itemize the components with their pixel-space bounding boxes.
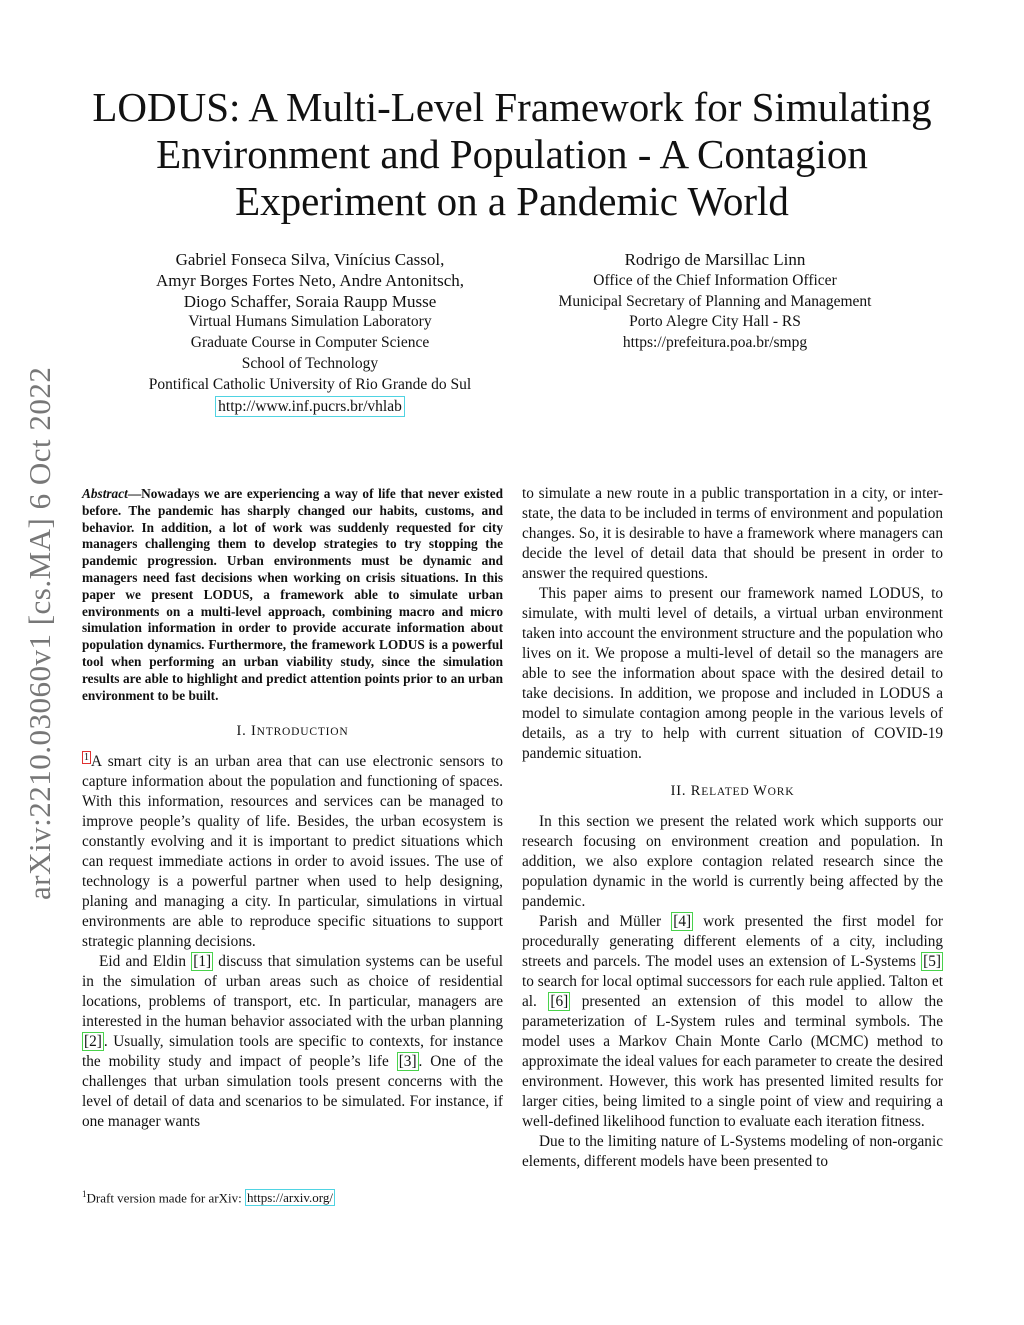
paragraph xyxy=(522,912,943,1132)
section-numeral: II. xyxy=(670,783,687,799)
affiliation-line: Municipal Secretary of Planning and Management xyxy=(558,292,872,310)
footnote-link[interactable]: https://arxiv.org/ xyxy=(246,1190,333,1206)
paragraph-text: Parish and Müller xyxy=(539,913,672,930)
right-column xyxy=(522,484,943,1172)
affiliation-line: Office of the Chief Information Officer xyxy=(593,271,837,289)
heading-rest: ELATED xyxy=(701,786,754,798)
paragraph-text: . One of the challenges that urban simulation tools present concerns with the level of detail of data and scenarios to be simulated. For instance, if one manager wants xyxy=(82,1053,503,1131)
author-name: Rodrigo de Marsillac Linn xyxy=(624,250,806,269)
paragraph: This paper aims to present our framework named LODUS, to simulate, with multi level of details, a virtual urban environment taken into account the environment structure and the population who lives on it. We propose a multi-level of detail so the managers are able to see the information about space with the desired detail to take decisions. In addition, we propose and included in LODUS a model to simulate contagion among people in the various levels of details, as a try to help with current situation of COVID-19 pandemic situation. xyxy=(522,585,943,762)
left-column xyxy=(82,486,503,1132)
citation-link[interactable]: [6] xyxy=(550,993,569,1010)
abstract-text: —Nowadays we are experiencing a way of life that never existed before. The pandemic has sharply changed our habits, customs, and behavior. In addition, a lot of work was suddenly requested for city managers challenging them to develop strategies to try stopping the pandemic progression. Urban environments must be dynamic and managers need fast decisions when working on crisis situations. In this paper we present LODUS, a framework able to simulate urban environments on a multi-level approach, combining macro and micro simulation information in order to provide accurate information about population dynamics. Furthermore, the framework LODUS is a powerful tool when performing an urban viability study, since the simulation results are able to highlight and predict attention points prior to an urban environment to be built. xyxy=(82,486,503,703)
author-block-left xyxy=(120,250,500,417)
paragraph-text: A smart city is an urban area that can use electronic sensors to capture information about the population and functioning of spaces. With this information, resources and services can be managed to improve people’s quality of life. Besides, the urban ecosystem is constantly evolving and it is important to predict situations which can request immediate actions in order to avoid issues. The use of technology is a powerful partner when used to help designing, planing and managing a city. In particular, simulations in virtual environments are able to reproduce specific situations to support strategic planning decisions. xyxy=(82,753,503,951)
title-line: Experiment on a Pandemic World xyxy=(235,178,789,224)
affiliation-url: https://prefeitura.poa.br/smpg xyxy=(622,334,808,352)
section-heading-introduction xyxy=(82,721,503,742)
author-names: Amyr Borges Fortes Neto, Andre Antonitsch, xyxy=(155,270,465,290)
footnote-number: 1 xyxy=(82,1189,87,1199)
heading-initial: I xyxy=(251,723,257,740)
paragraph-text: presented an extension of this model to allow the parameterization of L-System rules and terminal symbols. The model uses a Markov Chain Monte Carlo (MCMC) method to approximate the ideal values for each parameter to create the desired environment. However, this work has presented limited results for larger cities, being limited to a single point of view and requiring a well-defined likelihood function to evaluate each iteration fitness. xyxy=(522,993,943,1130)
author-names: Diogo Schaffer, Soraia Raupp Musse xyxy=(183,291,437,311)
paragraph: to simulate a new route in a public transportation in a city, or inter-state, the data to be included in terms of environment and population changes. So, it is desirable to have a framework where managers can decide the level of detail data that should be present in order to answer the required questions. xyxy=(522,485,943,582)
footnote-text: Draft version made for arXiv: xyxy=(86,1190,245,1206)
section-numeral: I. xyxy=(236,723,247,740)
paragraph: In this section we present the related work which supports our research focusing on environment creation and population. In addition, we also explore contagion related research since the population dynamic in the world is currently being affected by the pandemic. xyxy=(522,813,943,910)
paragraph: Due to the limiting nature of L-Systems modeling of non-organic elements, different models have been presented to xyxy=(522,1133,943,1170)
heading-rest: ORK xyxy=(767,786,795,798)
citation-link[interactable]: [2] xyxy=(84,1033,102,1051)
lab-url-link[interactable]: http://www.inf.pucrs.br/vhlab xyxy=(215,396,405,417)
paragraph-text: Eid and Eldin xyxy=(99,953,192,971)
author-names: Gabriel Fonseca Silva, Vinícius Cassol, xyxy=(175,250,445,269)
affiliation-line: Porto Alegre City Hall - RS xyxy=(629,313,801,331)
author-block-right xyxy=(530,250,900,354)
heading-rest: NTRODUCTION xyxy=(256,726,349,739)
affiliation-line: School of Technology xyxy=(241,354,379,372)
heading-initial: R xyxy=(690,783,702,799)
heading-initial: W xyxy=(753,783,768,799)
paragraph-text: . Usually, simulation tools are specific to contexts, for instance the mobility study and impact of people’s life xyxy=(82,1033,503,1071)
affiliation-line: Virtual Humans Simulation Laboratory xyxy=(188,313,432,331)
title-line: Environment and Population - A Contagion xyxy=(156,131,868,177)
affiliation-line: Graduate Course in Computer Science xyxy=(190,334,430,352)
title-line: LODUS: A Multi-Level Framework for Simulating xyxy=(92,84,932,130)
arxiv-stamp: arXiv:2210.03060v1 [cs.MA] 6 Oct 2022 xyxy=(22,366,57,900)
footnote xyxy=(82,1186,503,1206)
paragraph-text: discuss that simulation systems can be useful in the simulation of urban areas such as choice of residential locations, problems of transport, etc. In particular, managers are interested in the human behavior associated with the urban planning xyxy=(82,953,503,1031)
citation-link[interactable]: [4] xyxy=(673,913,692,930)
abstract xyxy=(82,486,503,704)
paper-title xyxy=(60,84,964,225)
footnote-marker-link[interactable]: 1 xyxy=(84,752,89,764)
citation-link[interactable]: [1] xyxy=(193,953,212,971)
abstract-label: Abstract xyxy=(82,486,128,501)
section-heading-related-work xyxy=(522,781,943,802)
citation-link[interactable]: [3] xyxy=(398,1053,417,1071)
paragraph xyxy=(82,952,503,1132)
paragraph-text: to search for local optimal successors for each rule applied. Talton et al. xyxy=(522,973,943,1010)
paragraph-text: work presented the first model for procedurally generating different elements of a city, including streets and parcels. The model uses an extension of L-Systems xyxy=(522,913,943,970)
paragraph xyxy=(82,752,503,952)
affiliation-line: Pontifical Catholic University of Rio Grande do Sul xyxy=(148,375,472,393)
citation-link[interactable]: [5] xyxy=(923,953,941,970)
